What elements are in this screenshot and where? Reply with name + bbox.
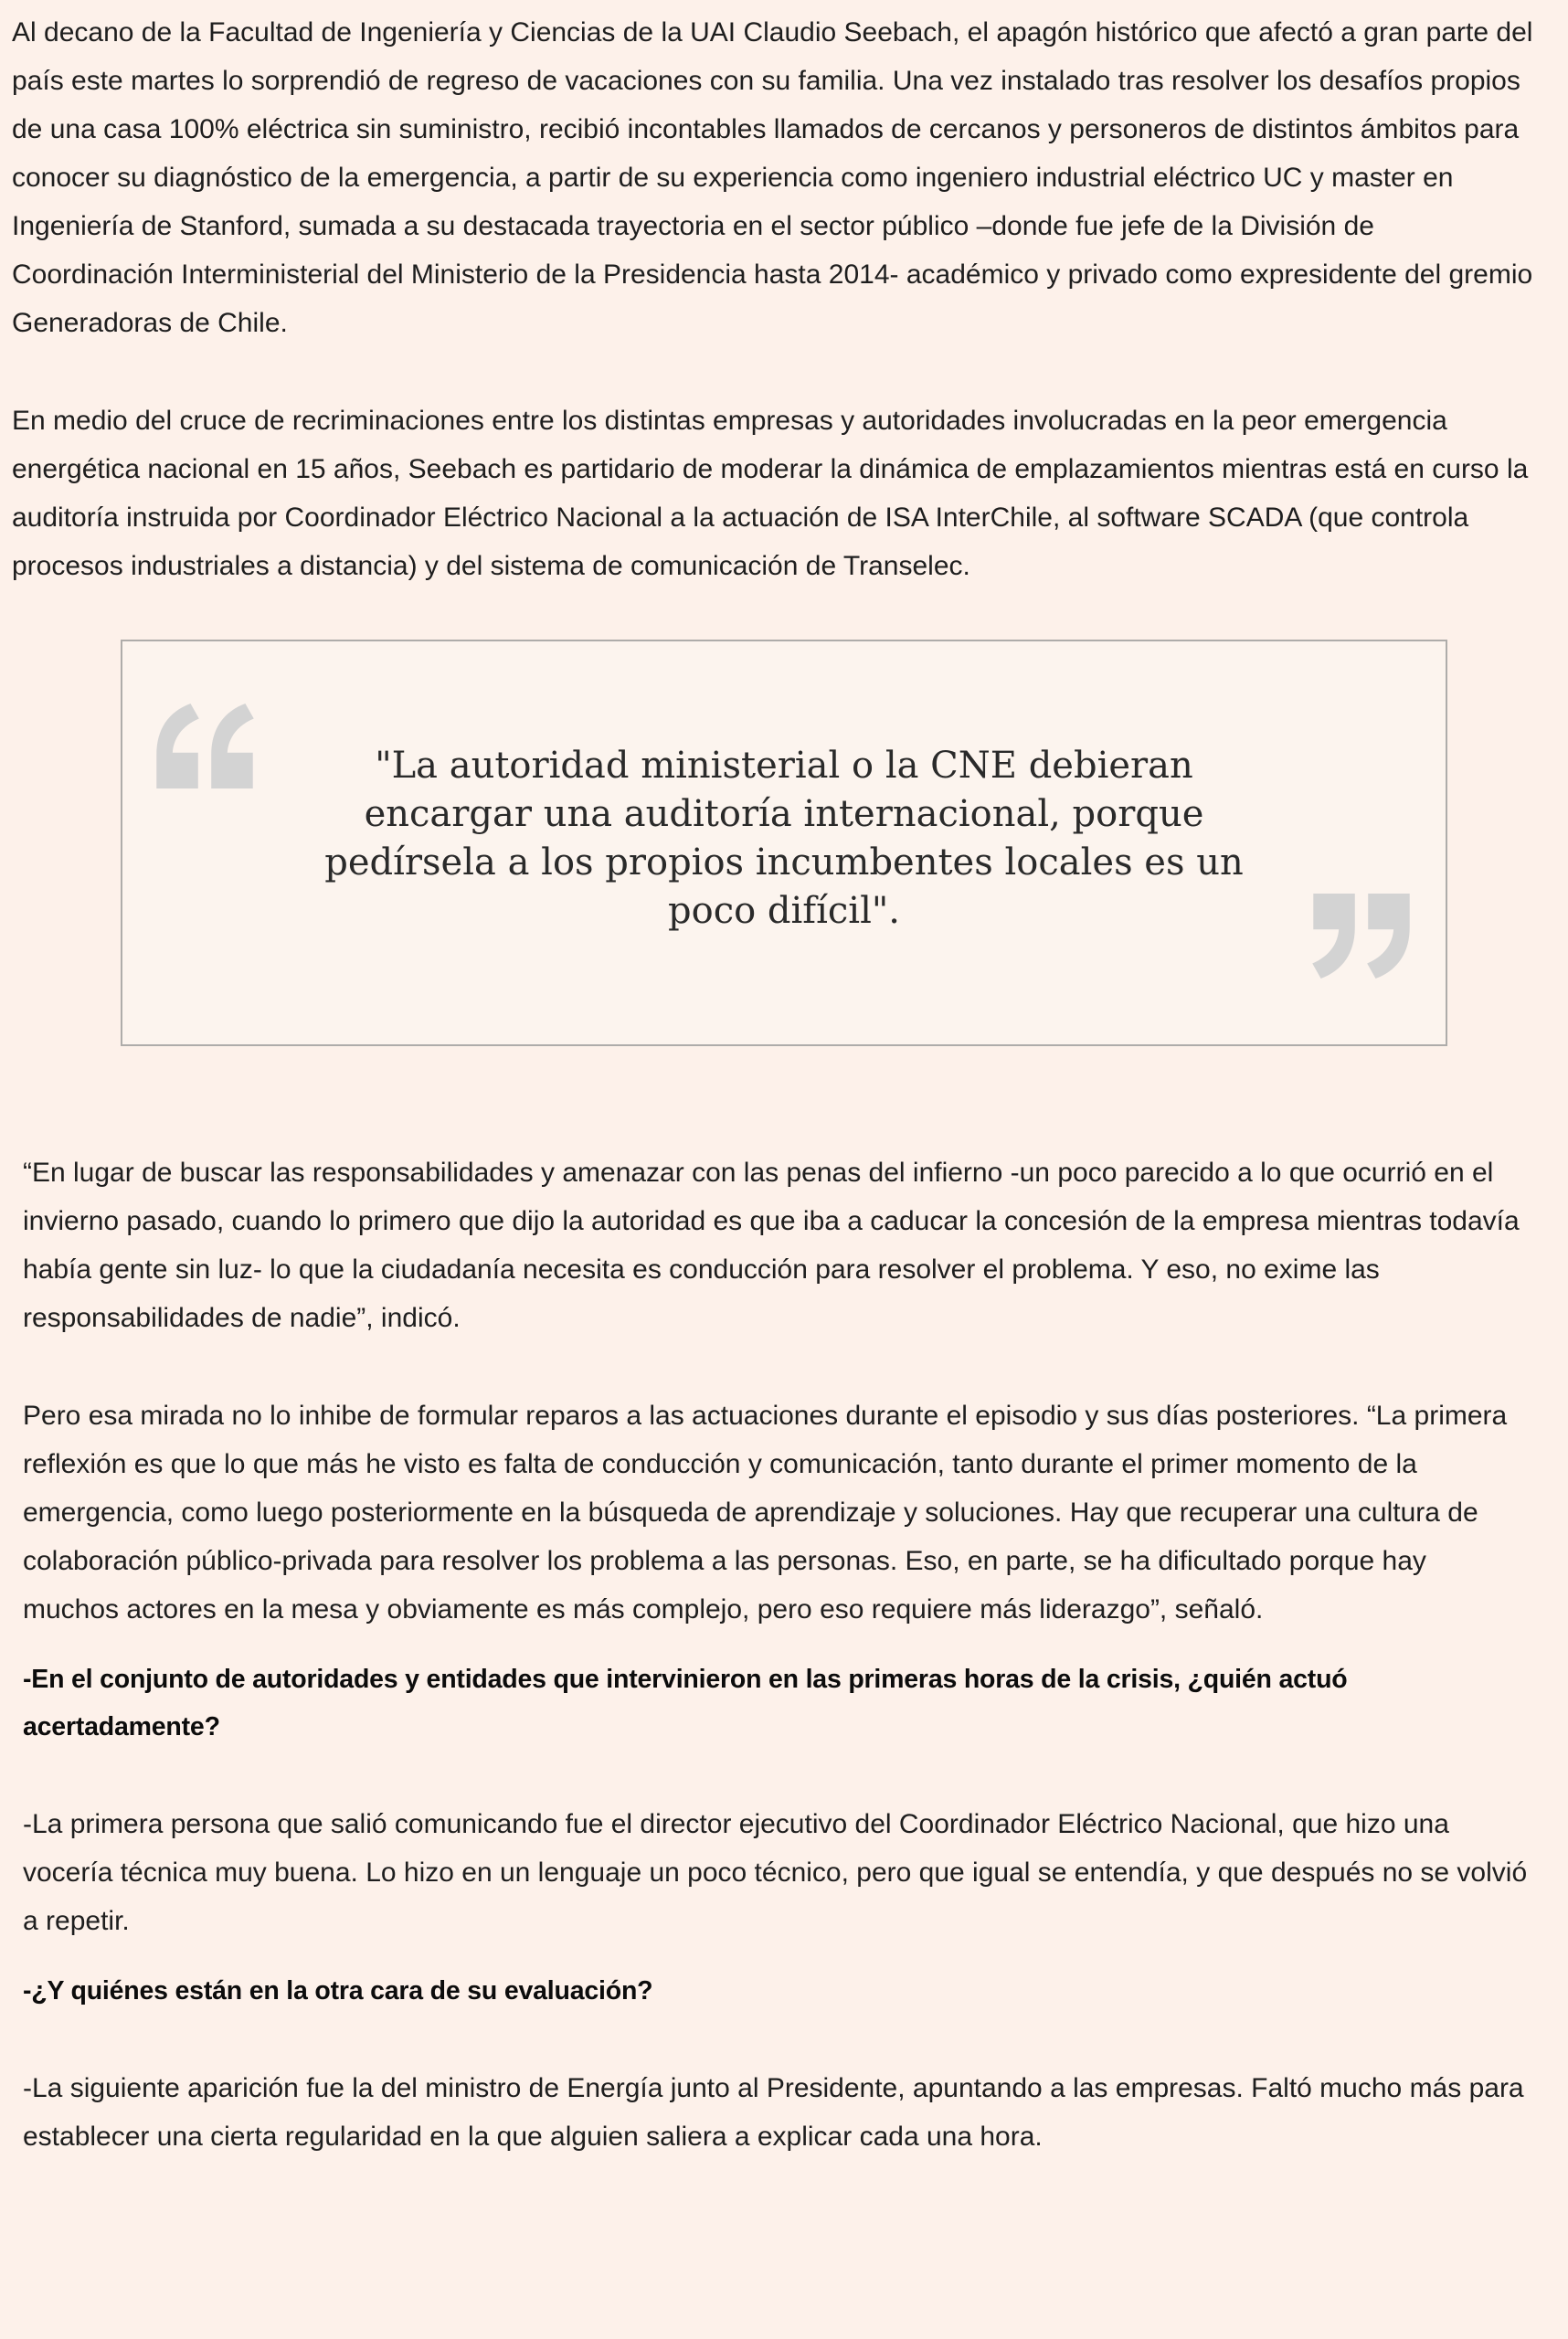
- interview-question-1: -En el conjunto de autoridades y entidades que intervinieron en las primeras horas de la crisis, ¿quién actuó acertadamente?: [23, 1665, 1348, 1741]
- close-quote-icon: [1310, 894, 1413, 979]
- open-quote-icon: [154, 704, 256, 788]
- quote-line: poco difícil".: [668, 890, 900, 932]
- interview-question-2: -¿Y quiénes están en la otra cara de su evaluación?: [23, 1976, 653, 2006]
- body-paragraph-1: “En lugar de buscar las responsabilidades y amenazar con las penas del infierno -un poco parecido a lo que ocurrió en el invierno pasado, cuando lo primero que dijo la autoridad es que iba a caducar la concesión de la empresa mientras todavía había gente sin luz- lo que la ciudadanía necesita es conducción para resolver el problema. Y eso, no exime las responsabilidades de nadie”, indicó.: [23, 1158, 1520, 1333]
- pull-quote-text: [281, 742, 1287, 936]
- quote-line: pedírsela a los propios incumbentes locales es un: [324, 841, 1244, 884]
- intro-paragraph-2: En medio del cruce de recriminaciones entre los distintas empresas y autoridades involucradas en la peor emergencia energética nacional en 15 años, Seebach es partidario de moderar la dinámica de emplazamientos mientras está en curso la auditoría instruida por Coordinador Eléctrico Nacional a la actuación de ISA InterChile, al software SCADA (que controla procesos industriales a distancia) y del sistema de comunicación de Transelec.: [12, 406, 1529, 581]
- pull-quote-box: [121, 640, 1447, 1046]
- quote-line: "La autoridad ministerial o la CNE debieran: [375, 745, 1193, 787]
- intro-paragraph-1: Al decano de la Facultad de Ingeniería y Ciencias de la UAI Claudio Seebach, el apagón histórico que afectó a gran parte del país este martes lo sorprendió de regreso de vacaciones con su familia. Una vez instalado tras resolver los desafíos propios de una casa 100% eléctrica sin suministro, recibió incontables llamados de cercanos y personeros de distintos ámbitos para conocer su diagnóstico de la emergencia, a partir de su experiencia como ingeniero industrial eléctrico UC y master en Ingeniería de Stanford, sumada a su destacada trayectoria en el sector público –donde fue jefe de la División de Coordinación Interministerial del Ministerio de la Presidencia hasta 2014- académico y privado como expresidente del gremio Generadoras de Chile.: [12, 17, 1533, 338]
- interview-answer-1: -La primera persona que salió comunicando fue el director ejecutivo del Coordinador Eléctrico Nacional, que hizo una vocería técnica muy buena. Lo hizo en un lenguaje un poco técnico, pero que igual se entendía, y que después no se volvió a repetir.: [23, 1809, 1528, 1936]
- quote-line: encargar una auditoría internacional, porque: [364, 793, 1204, 835]
- body-paragraph-2: Pero esa mirada no lo inhibe de formular reparos a las actuaciones durante el episodio y sus días posteriores. “La primera reflexión es que lo que más he visto es falta de conducción y comunicación, tanto durante el primer momento de la emergencia, como luego posteriormente en la búsqueda de aprendizaje y soluciones. Hay que recuperar una cultura de colaboración público-privada para resolver los problema a las personas. Eso, en parte, se ha dificultado porque hay muchos actores en la mesa y obviamente es más complejo, pero eso requiere más liderazgo”, señaló.: [23, 1401, 1508, 1625]
- interview-answer-2: -La siguiente aparición fue la del ministro de Energía junto al Presidente, apuntando a las empresas. Faltó mucho más para establecer una cierta regularidad en la que alguien saliera a explicar cada una hora.: [23, 2073, 1524, 2152]
